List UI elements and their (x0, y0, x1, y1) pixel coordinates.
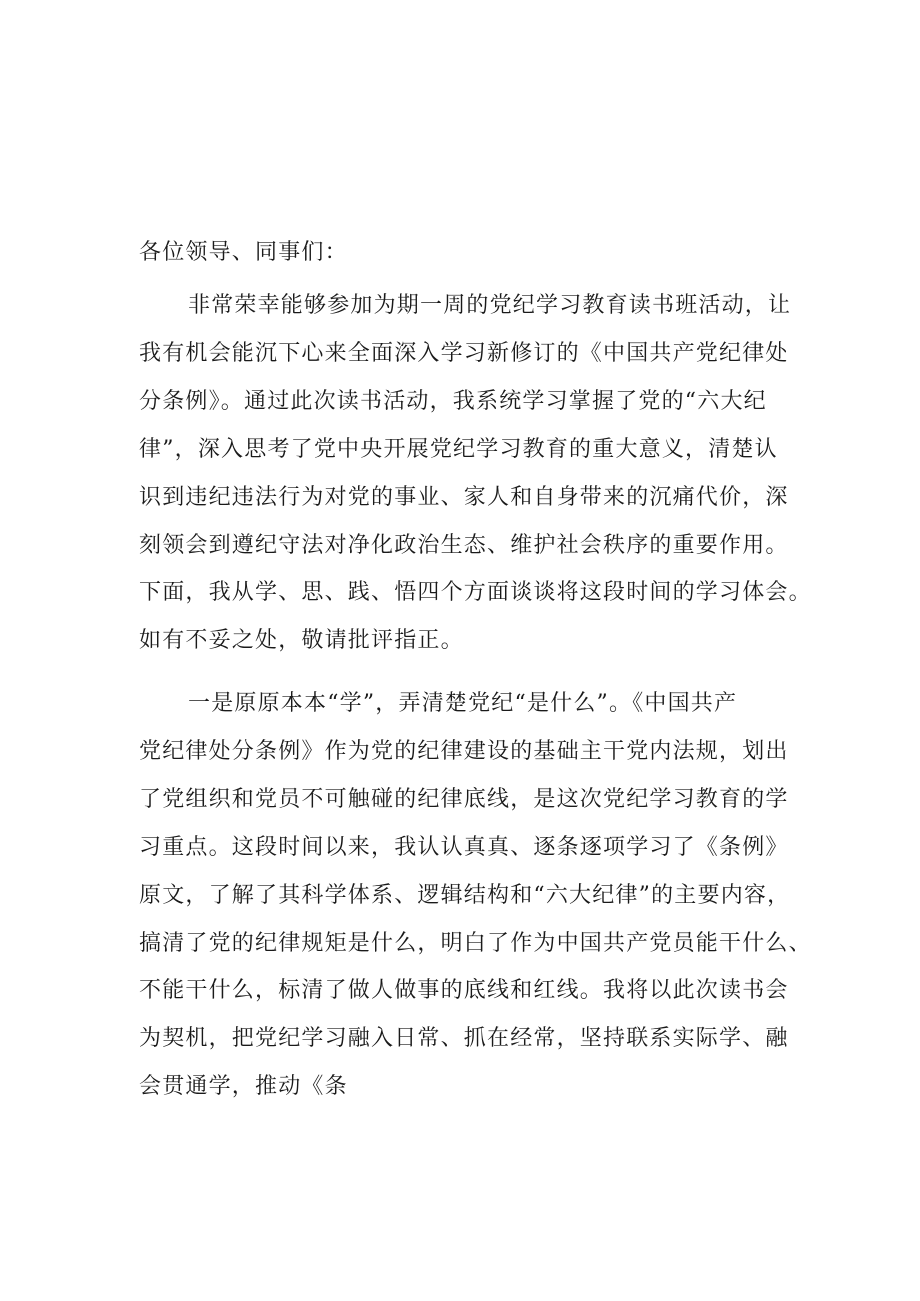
paragraph-2-line-4: 习重点。这段时间以来，我认认真真、逐条逐项学习了《条例》 (139, 835, 789, 860)
paragraph-2-line-8: 为契机，把党纪学习融入日常、抓在经常，坚持联系实际学、融 (139, 1026, 789, 1051)
paragraph-2-line-3: 了党组织和党员不可触碰的纪律底线，是这次党纪学习教育的学 (139, 787, 789, 812)
paragraph-1-line-5: 识到违纪违法行为对党的事业、家人和自身带来的沉痛代价，深 (139, 485, 789, 510)
paragraph-2-line-7: 不能干什么，标清了做人做事的底线和红线。我将以此次读书会 (139, 978, 789, 1003)
paragraph-2-line-1: 一是原原本本“学”，弄清楚党纪“是什么”。《中国共产 (188, 691, 738, 716)
paragraph-2-line-5: 原文，了解了其科学体系、逻辑结构和“六大纪律”的主要内容， (139, 883, 791, 908)
paragraph-1-line-4: 律”，深入思考了党中央开展党纪学习教育的重大意义，清楚认 (139, 437, 778, 462)
paragraph-1-line-6: 刻领会到遵纪守法对净化政治生态、维护社会秩序的重要作用。 (139, 533, 789, 558)
salutation: 各位领导、同事们： (139, 240, 348, 265)
paragraph-1-line-7: 下面，我从学、思、践、悟四个方面谈谈将这段时间的学习体会。 (139, 580, 812, 605)
paragraph-1-line-3: 分条例》。通过此次读书活动，我系统学习掌握了党的“六大纪 (139, 389, 767, 414)
paragraph-1-line-8: 如有不妥之处，敬请批评指正。 (139, 628, 464, 653)
paragraph-2-line-9: 会贯通学，推动《条 (139, 1074, 348, 1099)
paragraph-2-line-6: 搞清了党的纪律规矩是什么，明白了作为中国共产党员能干什么、 (139, 931, 812, 956)
paragraph-1-line-1: 非常荣幸能够参加为期一周的党纪学习教育读书班活动，让 (188, 293, 792, 318)
paragraph-1-line-2: 我有机会能沉下心来全面深入学习新修订的《中国共产党纪律处 (139, 341, 789, 366)
paragraph-2-line-2: 党纪律处分条例》作为党的纪律建设的基础主干党内法规，划出 (139, 739, 789, 764)
